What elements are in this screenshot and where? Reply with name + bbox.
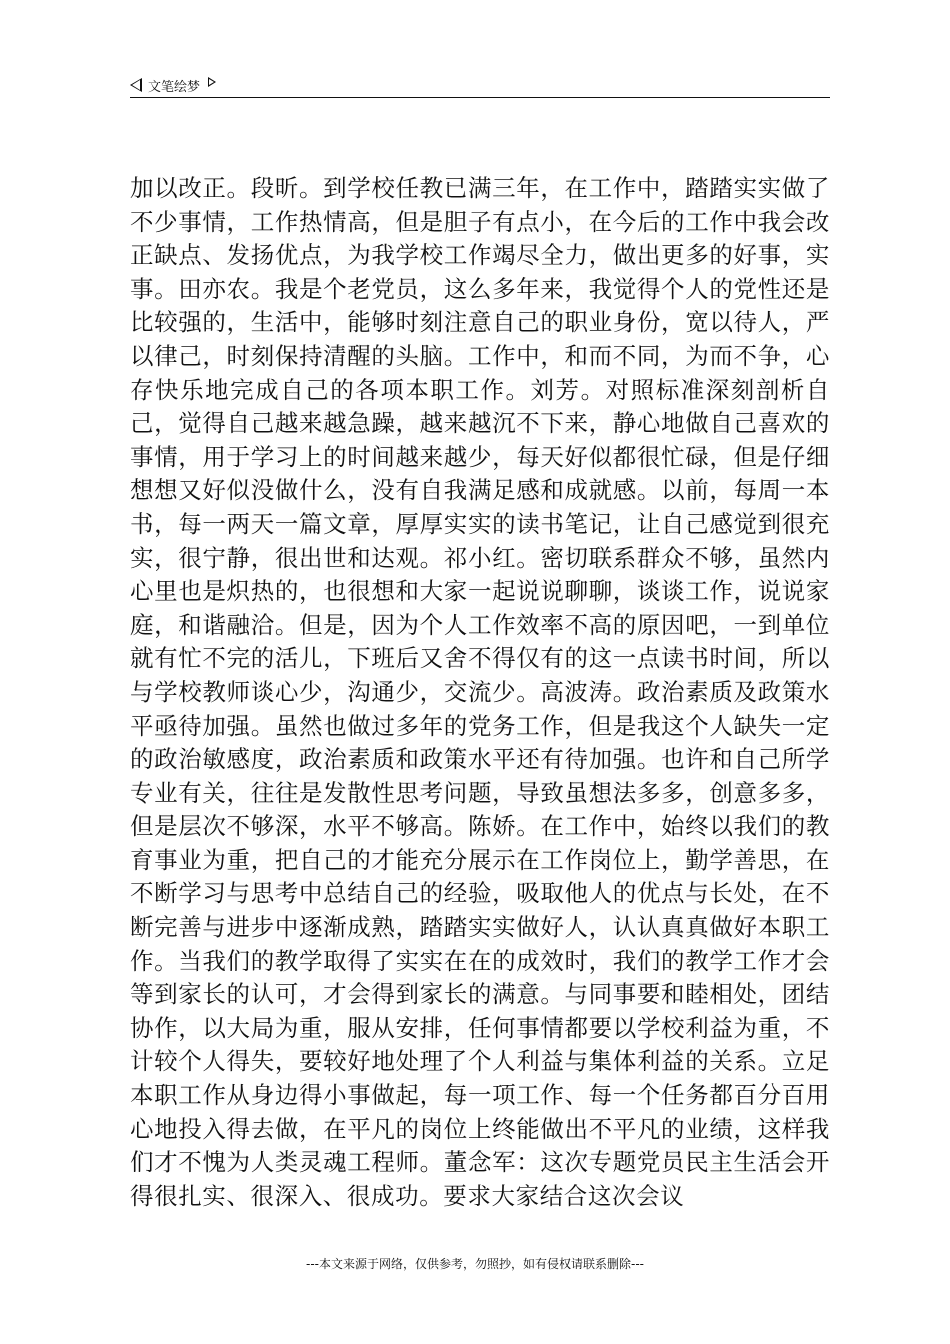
triangle-left-outline-icon <box>130 78 142 92</box>
triangle-right-outline-icon <box>208 77 216 87</box>
footer-disclaimer: ---本文来源于网络，仅供参考，勿照抄，如有侵权请联系删除--- <box>306 1257 644 1271</box>
body-paragraph: 加以改正。段昕。到学校任教已满三年，在工作中，踏踏实实做了不少事情，工作热情高，但是胆子有点小，在今后的工作中我会改正缺点、发扬优点，为我学校工作竭尽全力，做出更多的好事，实事。田亦农。我是个老党员，这么多年来，我觉得个人的党性还是比较强的，生活中，能够时刻注意自己的职业身份，宽以待人，严以律己，时刻保持清醒的头脑。工作中，和而不同，为而不争，心存快乐地完成自己的各项本职工作。刘芳。对照标准深刻剖析自己，觉得自己越来越急躁，越来越沉不下来，静心地做自己喜欢的事情，用于学习上的时间越来越少，每天好似都很忙碌，但是仔细想想又好似没做什么，没有自我满足感和成就感。以前，每周一本书，每一两天一篇文章，厚厚实实的读书笔记，让自己感觉到很充实，很宁静，很出世和达观。祁小红。密切联系群众不够，虽然内心里也是炽热的，也很想和大家一起说说聊聊，谈谈工作，说说家庭，和谐融洽。但是，因为个人工作效率不高的原因吧，一到单位就有忙不完的活儿，下班后又舍不得仅有的这一点读书时间，所以与学校教师谈心少，沟通少，交流少。高波涛。政治素质及政策水平亟待加强。虽然也做过多年的党务工作，但是我这个人缺失一定的政治敏感度，政治素质和政策水平还有待加强。也许和自己所学专业有关，往往是发散性思考问题，导致虽想法多多，创意多多，但是层次不够深，水平不够高。陈娇。在工作中，始终以我们的教育事业为重，把自己的才能充分展示在工作岗位上，勤学善思，在不断学习与思考中总结自己的经验，吸取他人的优点与长处，在不断完善与进步中逐渐成熟，踏踏实实做好人，认认真真做好本职工作。当我们的教学取得了实实在在的成效时，我们的教学工作才会等到家长的认可，才会得到家长的满意。与同事要和睦相处，团结协作，以大局为重，服从安排，任何事情都要以学校利益为重，不计较个人得失，要较好地处理了个人利益与集体利益的关系。立足本职工作从身边得小事做起，每一项工作、每一个任务都百分百用心地投入得去做，在平凡的岗位上终能做出不平凡的业绩，这样我们才不愧为人类灵魂工程师。董念军：这次专题党员民主生活会开得很扎实、很深入、很成功。要求大家结合这次会议 <box>130 174 830 1210</box>
header-brand: 文笔绘梦 <box>148 79 201 95</box>
header-divider <box>130 97 830 98</box>
page-header <box>130 74 830 96</box>
